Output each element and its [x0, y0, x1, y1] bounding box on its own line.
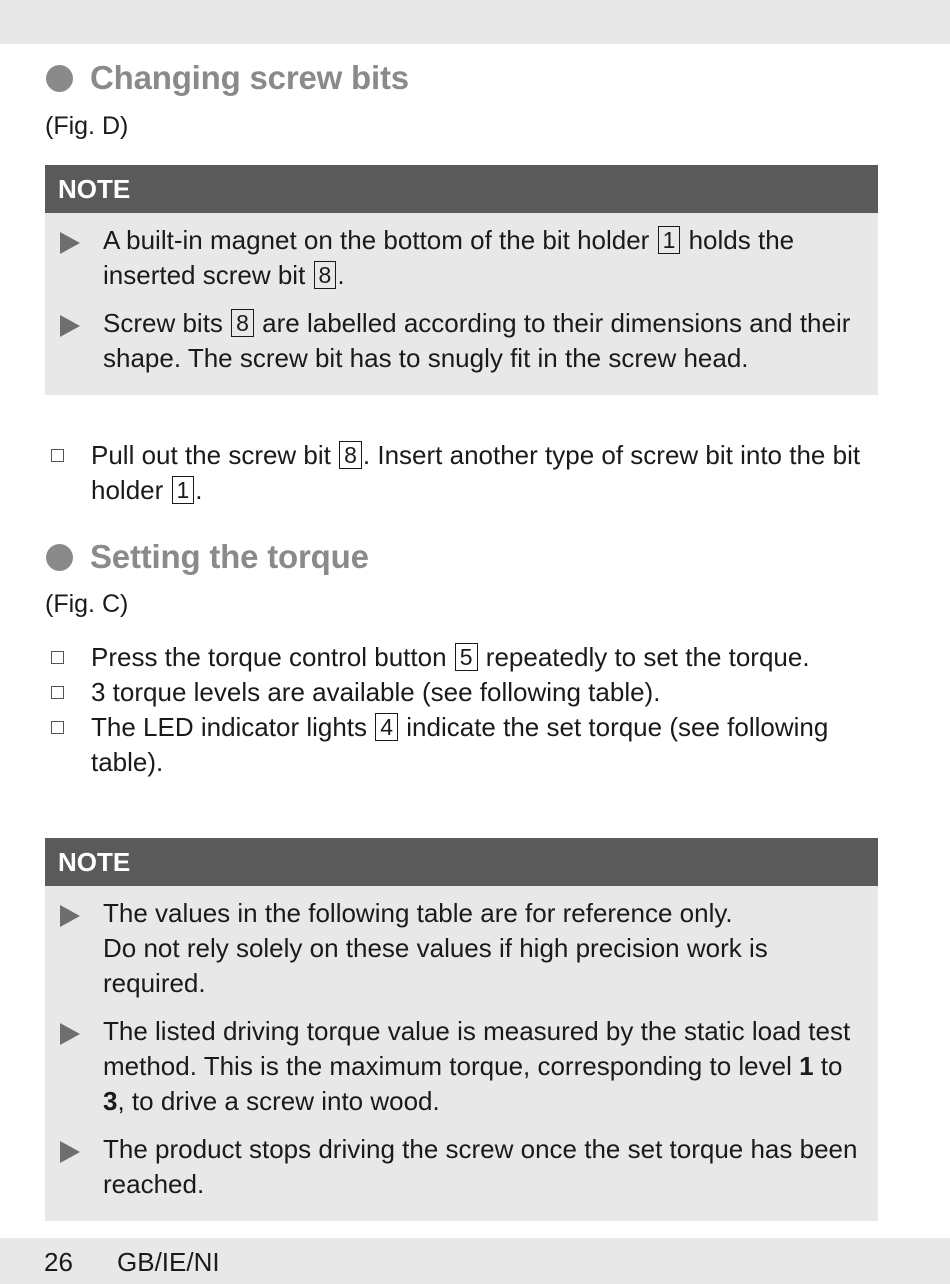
checkbox-square-icon	[51, 686, 64, 699]
note-item: The values in the following table are for reference only. Do not rely solely on these values if high precision work is required.	[45, 896, 878, 1001]
arrow-right-icon	[60, 315, 80, 337]
arrow-right-icon	[60, 905, 80, 927]
note-header: NOTE	[45, 165, 878, 213]
checkbox-square-icon	[51, 651, 64, 664]
part-ref-badge: 1	[172, 476, 195, 504]
bullet-dot-icon	[46, 65, 73, 92]
note-item: A built-in magnet on the bottom of the bit holder 1 holds the inserted screw bit 8 .	[45, 223, 878, 293]
note-item: The listed driving torque value is measured by the static load test method. This is the maximum torque, corresponding to level 1 to 3, to drive a screw into wood.	[45, 1014, 878, 1119]
instruction-step: The LED indicator lights 4 indicate the set torque (see following table).	[45, 710, 905, 780]
section-heading-setting-the-torque	[46, 537, 369, 577]
note-box	[45, 838, 878, 1221]
part-ref-badge: 8	[339, 441, 362, 469]
bullet-dot-icon	[46, 544, 73, 571]
note-item: Screw bits 8 are labelled according to their dimensions and their shape. The screw bit has to snugly fit in the screw head.	[45, 306, 878, 376]
figure-reference: (Fig. C)	[45, 590, 129, 618]
part-ref-badge: 8	[314, 261, 337, 289]
part-ref-badge: 8	[231, 309, 254, 337]
instruction-steps	[45, 640, 905, 780]
region-code: GB/IE/NI	[117, 1247, 220, 1277]
arrow-right-icon	[60, 1141, 80, 1163]
instruction-step: Press the torque control button 5 repeatedly to set the torque.	[45, 640, 905, 675]
part-ref-badge: 4	[375, 713, 398, 741]
part-ref-badge: 1	[658, 226, 681, 254]
instruction-step: 3 torque levels are available (see following table).	[45, 675, 905, 710]
part-ref-badge: 5	[455, 643, 478, 671]
instruction-step: Pull out the screw bit 8 . Insert another type of screw bit into the bit holder 1 .	[45, 438, 905, 508]
checkbox-square-icon	[51, 721, 64, 734]
section-title: Changing screw bits	[90, 59, 409, 96]
arrow-right-icon	[60, 1023, 80, 1045]
figure-reference: (Fig. D)	[45, 112, 129, 140]
section-heading-changing-screw-bits	[46, 58, 409, 98]
note-header: NOTE	[45, 838, 878, 886]
page-number: 26	[44, 1247, 73, 1277]
arrow-right-icon	[60, 232, 80, 254]
note-list	[45, 886, 878, 1221]
instruction-steps	[45, 438, 905, 508]
checkbox-square-icon	[51, 449, 64, 462]
section-title: Setting the torque	[90, 538, 369, 575]
note-list	[45, 213, 878, 395]
page-footer	[0, 1238, 950, 1284]
note-box	[45, 165, 878, 395]
note-item: The product stops driving the screw once the set torque has been reached.	[45, 1132, 878, 1202]
top-bar	[0, 0, 950, 44]
